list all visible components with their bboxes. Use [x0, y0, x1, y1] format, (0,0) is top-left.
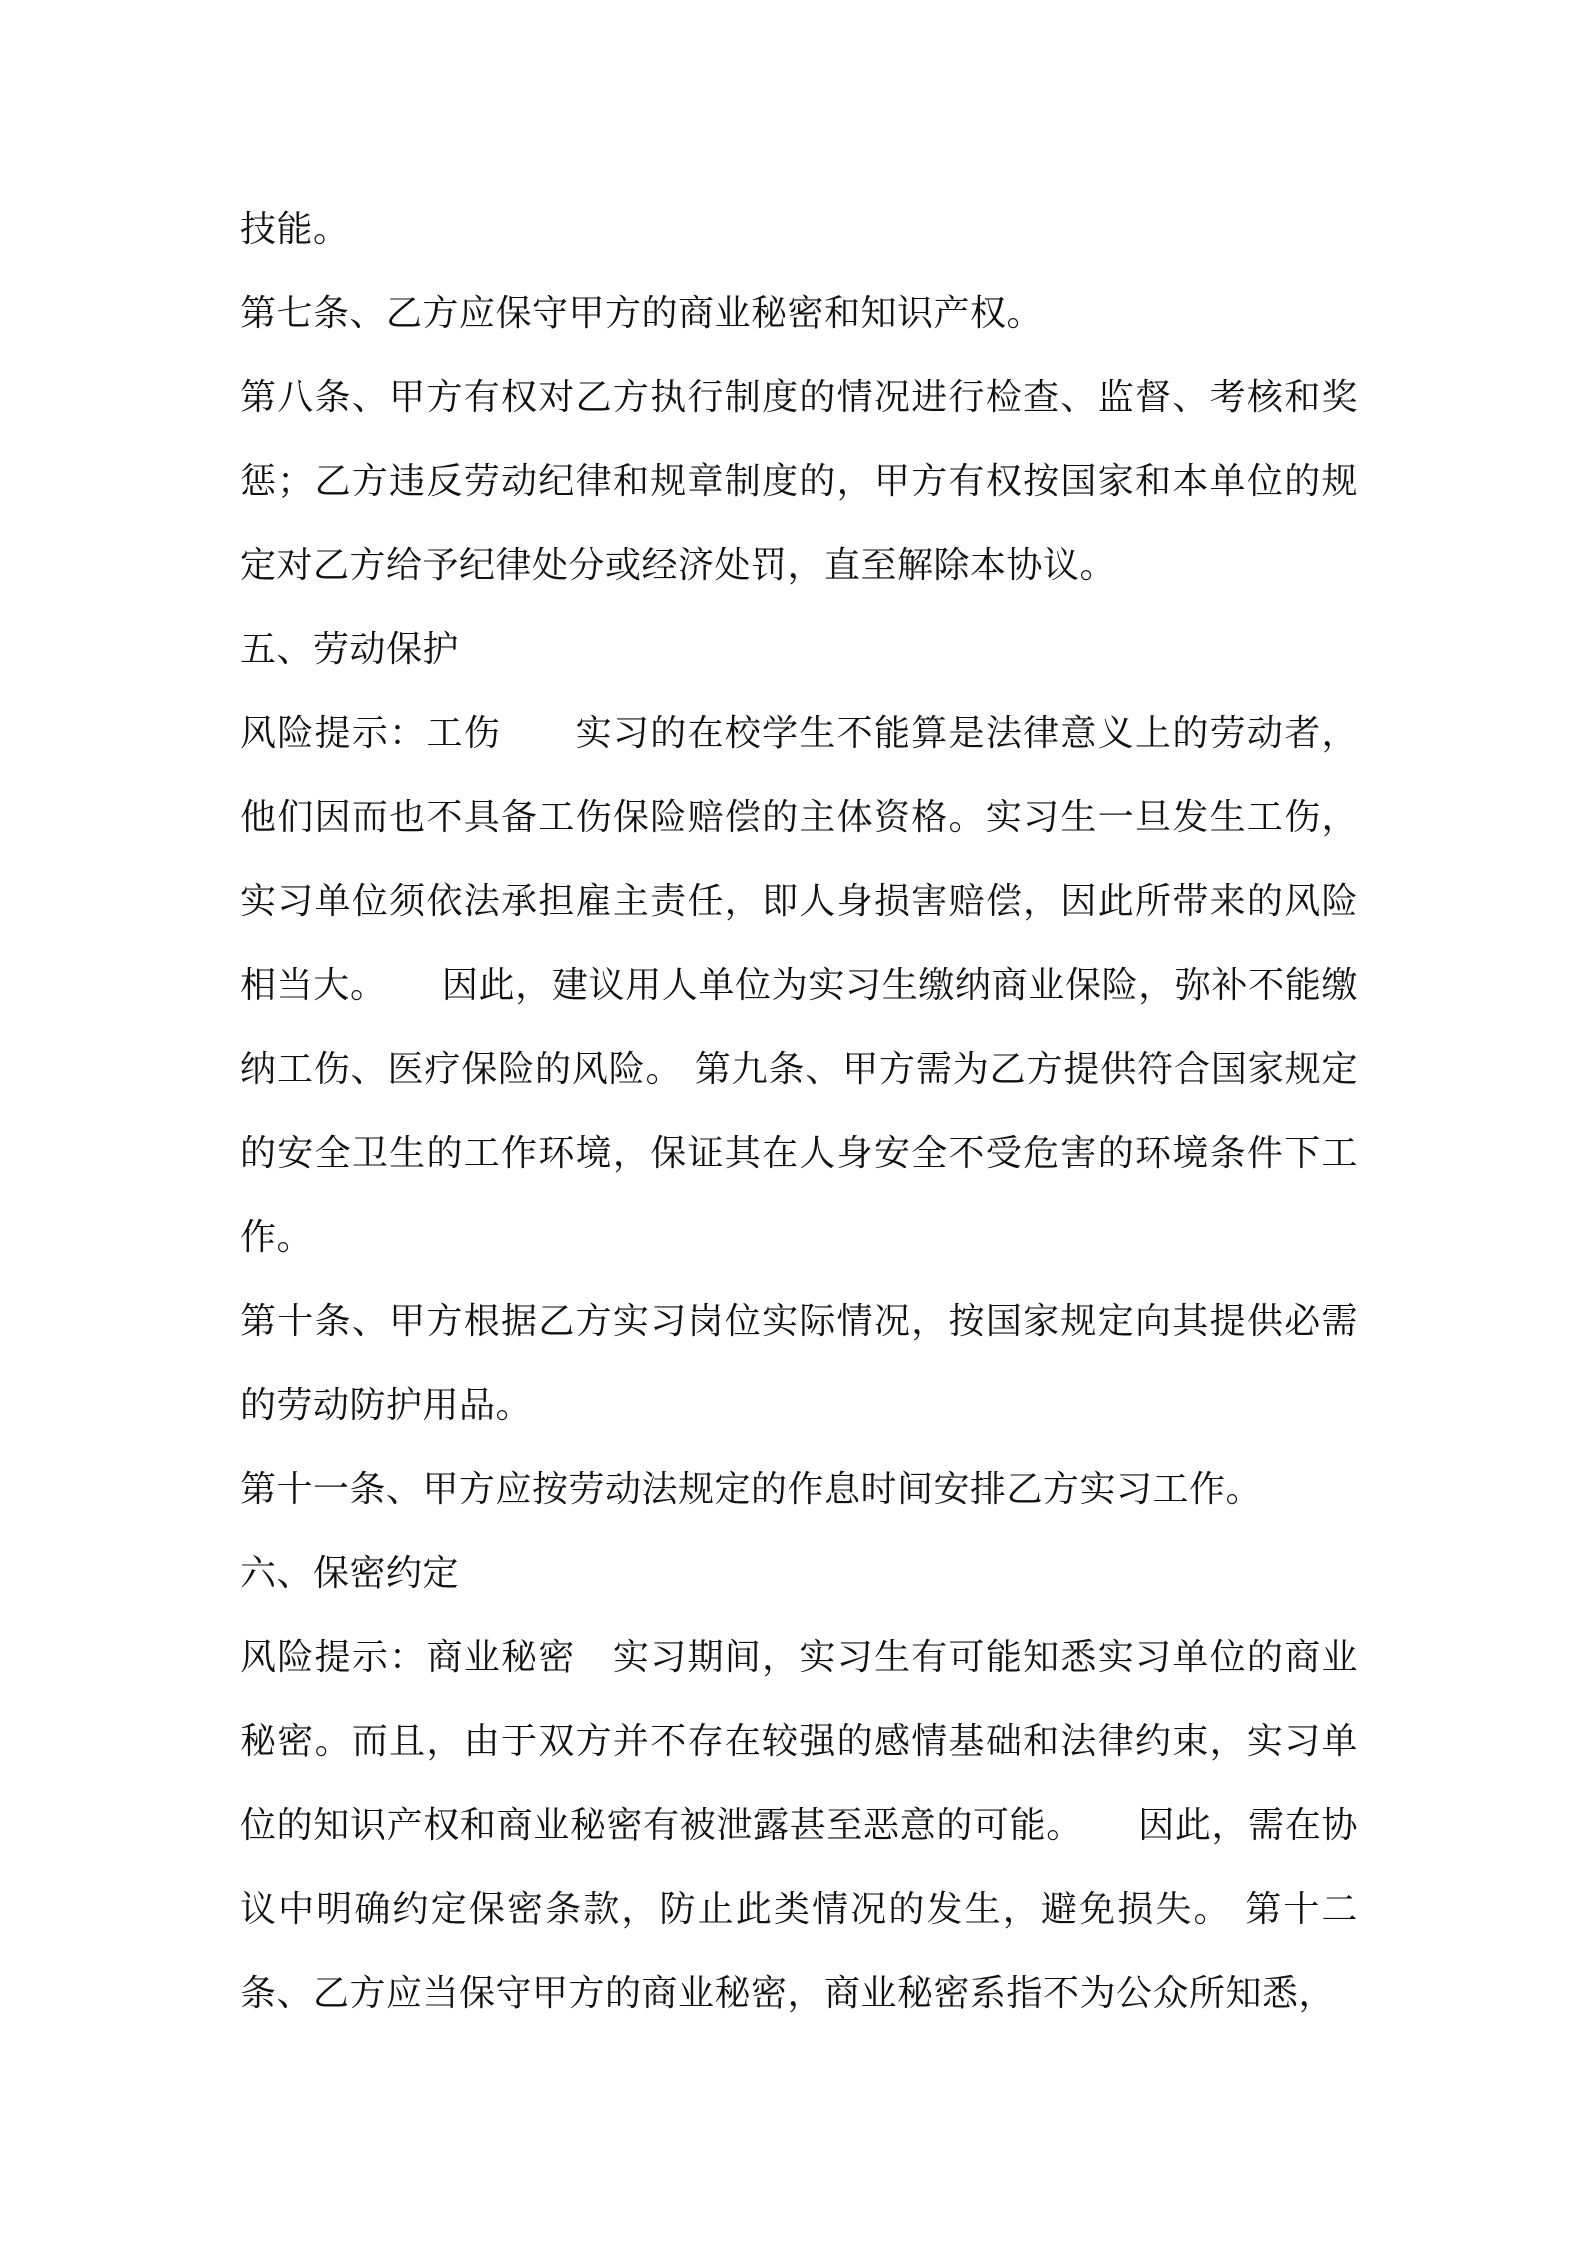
- risk-note-work-injury: 风险提示：工伤 实习的在校学生不能算是法律意义上的劳动者，他们因而也不具备工伤保险赔偿的主体资格。实习生一旦发生工伤，实习单位须依法承担雇主责任，即人身损害赔偿，因此所带来的风险相当大。 因此，建议用人单位为实习生缴纳商业保险，弥补不能缴纳工伤、医疗保险的风险。 第九条、甲方需为乙方提供符合国家规定的安全卫生的工作环境，保证其在人身安全不受危害的环境条件下工作。: [240, 713, 1358, 1258]
- risk-note-trade-secret: 风险提示：商业秘密 实习期间，实习生有可能知悉实习单位的商业秘密。而且，由于双方并不存在较强的感情基础和法律约束，实习单位的知识产权和商业秘密有被泄露甚至恶意的可能。 因此，需在协议中明确约定保密条款，防止此类情况的发生，避免损失。 第十二条、乙方应当保守甲方的商业秘密，商业秘密系指不为公众所知悉，: [240, 1637, 1358, 2014]
- article-8: 第八条、甲方有权对乙方执行制度的情况进行检查、监督、考核和奖惩；乙方违反劳动纪律和规章制度的，甲方有权按国家和本单位的规定对乙方给予纪律处分或经济处罚，直至解除本协议。: [240, 377, 1358, 586]
- article-7: 第七条、乙方应保守甲方的商业秘密和知识产权。: [240, 293, 1044, 334]
- paragraph-skill-end: 技能。: [240, 209, 350, 250]
- article-10: 第十条、甲方根据乙方实习岗位实际情况，按国家规定向其提供必需的劳动防护用品。: [240, 1301, 1358, 1426]
- section-heading-confidentiality: 六、保密约定: [240, 1553, 460, 1594]
- section-heading-labor-protection: 五、劳动保护: [240, 629, 460, 670]
- document-body: [240, 188, 1358, 2036]
- article-11: 第十一条、甲方应按劳动法规定的作息时间安排乙方实习工作。: [240, 1469, 1263, 1510]
